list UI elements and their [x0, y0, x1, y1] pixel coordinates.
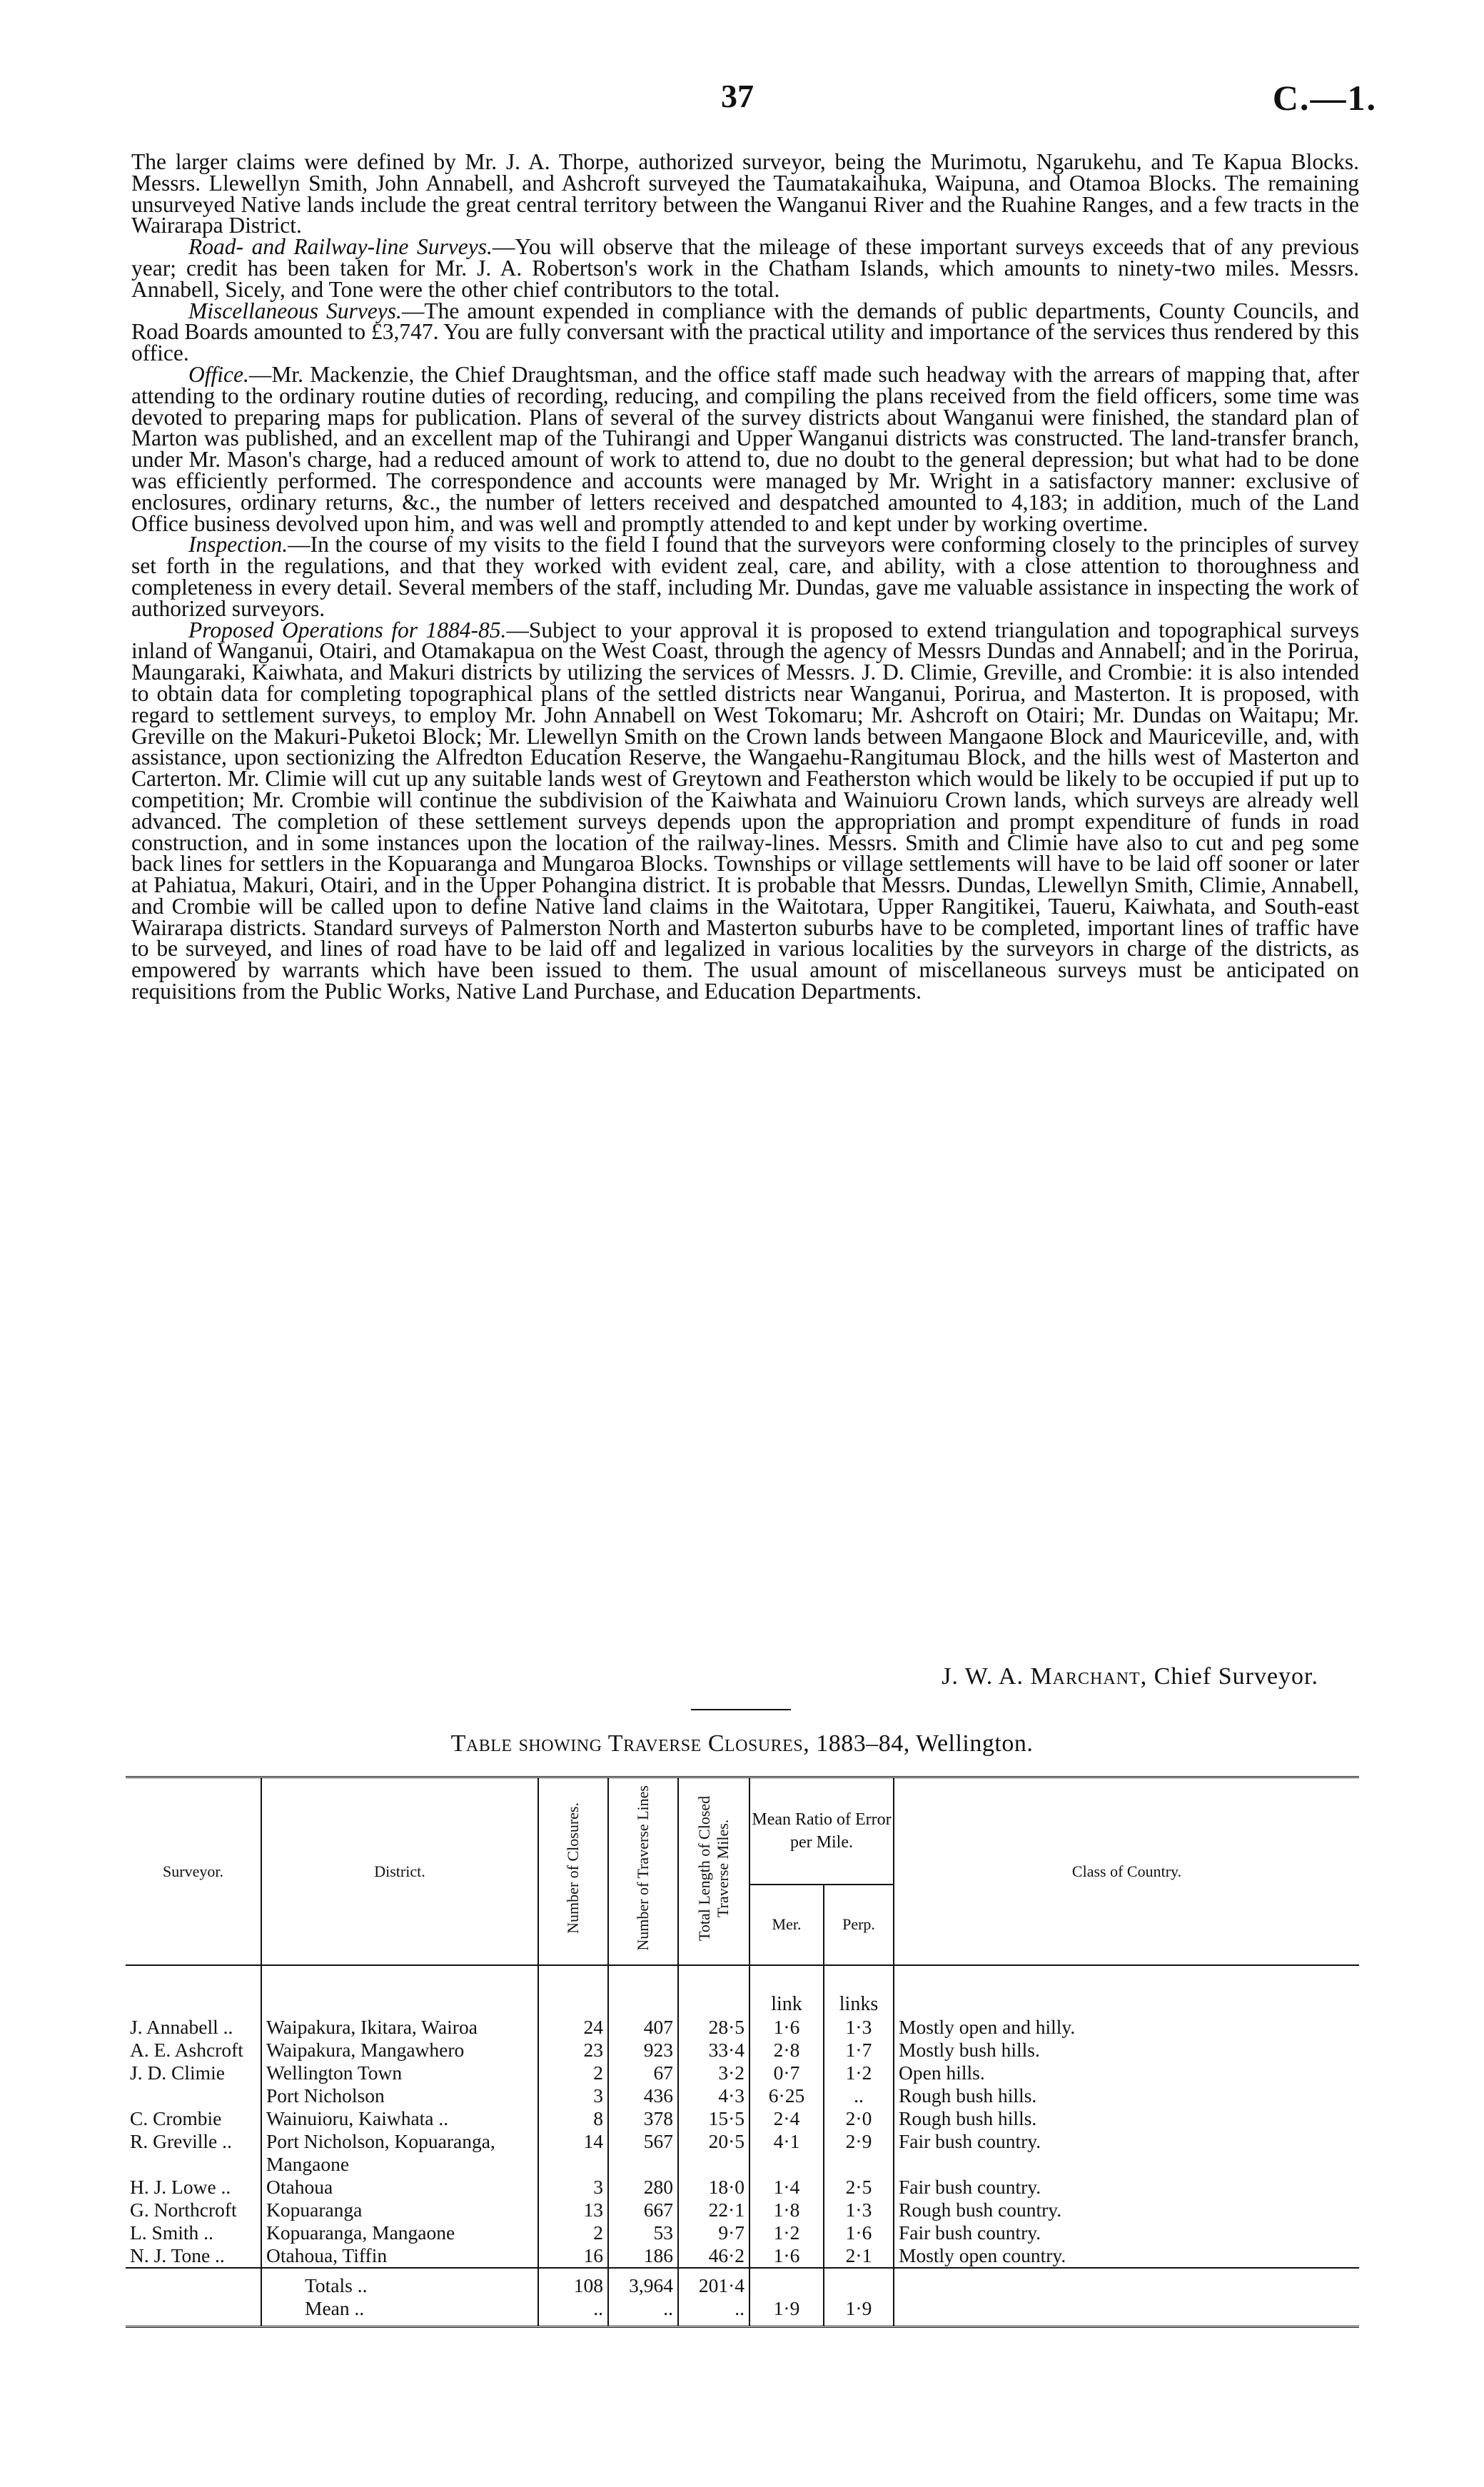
paragraph-text: —In the course of my visits to the field I found that the surveyors were conforming closely to the principles of survey set forth in the regulations, and that they worked with evident zeal, care, and ability, with a close attention to thoroughness and completeness in every detail. Several members of the staff, including Mr. Dundas, gave me valuable assistance in inspecting the work of authorized surveyors. [131, 532, 1359, 621]
header-class-of-country: Class of Country. [894, 1777, 1359, 1966]
signature-title: , Chief Surveyor. [1140, 1663, 1318, 1690]
cell-surveyor: L. Smith .. [130, 2221, 213, 2244]
cell-closures: 2 [538, 2221, 608, 2244]
traverse-closures-table [126, 1776, 1359, 2328]
paragraph-proposed-operations [131, 617, 1359, 1004]
mean-row [126, 2297, 1359, 2327]
cell-surveyor: N. J. Tone .. [130, 2244, 225, 2266]
header-traverse-lines-label: Number of Traverse Lines [634, 1785, 652, 1951]
cell-closures: 8 [538, 2107, 608, 2130]
paragraph-office [131, 361, 1359, 536]
cell-length: 33·4 [678, 2039, 749, 2062]
cell-closures: 14 [538, 2130, 608, 2176]
paragraph-native-claims [131, 151, 1359, 236]
table-row [126, 2176, 1359, 2199]
table-title-suffix: , 1883–84, Wellington. [803, 1730, 1034, 1757]
cell-perp: 2·0 [824, 2107, 894, 2130]
table-row [126, 2016, 1359, 2039]
paragraph-text: —The amount expended in compliance with the demands of public departments, County Councils, and Road Boards amounted to £3,747. You are fully conversant with the practical utility and importance of the services thus rendered by this office. [131, 298, 1359, 366]
cell-lines: 407 [608, 2016, 678, 2039]
mean-label: Mean .. [261, 2297, 538, 2327]
cell-class: Mostly bush hills. [894, 2039, 1359, 2062]
header-closures [538, 1777, 608, 1966]
cell-perp: 1·2 [824, 2062, 894, 2084]
cell-closures: 3 [538, 2176, 608, 2199]
header-surveyor: Surveyor. [126, 1777, 261, 1966]
cell-length: 3·2 [678, 2062, 749, 2084]
paragraph-text: The larger claims were defined by Mr. J. A. Thorpe, authorized surveyor, being the Murimotu, Ngarukehu, and Te Kapua Blocks. Messrs. Llewellyn Smith, John Annabell, and Ashcroft surveyed the Taumatakaihuka, Waipuna, and Otamoa Blocks. The remaining unsurveyed Native lands include the great central territory between the Wanganui River and the Ruahine Ranges, and a few tracts in the Wairarapa District. [131, 149, 1359, 238]
cell-length: 28·5 [678, 2016, 749, 2039]
cell-perp: .. [824, 2084, 894, 2107]
cell-length: 4·3 [678, 2084, 749, 2107]
cell-length: 9·7 [678, 2221, 749, 2244]
table-title-caps: Traverse Closures [607, 1730, 804, 1757]
totals-closures: 108 [538, 2268, 608, 2297]
cell-mer: 6·25 [749, 2084, 824, 2107]
document-reference: C.—1. [1272, 78, 1377, 118]
mean-perp: 1·9 [824, 2297, 894, 2327]
cell-surveyor: J. D. Climie [130, 2062, 225, 2084]
cell-lines: 667 [608, 2199, 678, 2221]
cell-district: Otahoua [261, 2176, 538, 2199]
cell-length: 46·2 [678, 2244, 749, 2268]
table-row [126, 2244, 1359, 2268]
cell-surveyor: H. J. Lowe .. [130, 2176, 231, 2198]
cell-district: Kopuaranga, Mangaone [261, 2221, 538, 2244]
table-row [126, 2199, 1359, 2221]
header-mer: Mer. [749, 1885, 824, 1965]
header-closures-label: Number of Closures. [564, 1802, 582, 1934]
table-body [126, 1965, 1359, 2268]
cell-perp: 2·5 [824, 2176, 894, 2199]
cell-lines: 923 [608, 2039, 678, 2062]
totals-row [126, 2268, 1359, 2297]
cell-mer: 2·4 [749, 2107, 824, 2130]
cell-mer: 1·6 [749, 2016, 824, 2039]
cell-district: Wainuioru, Kaiwhata .. [261, 2107, 538, 2130]
table-title [0, 1730, 1484, 1757]
cell-district: Waipakura, Mangawhero [261, 2039, 538, 2062]
cell-district: Waipakura, Ikitara, Wairoa [261, 2016, 538, 2039]
cell-class: Mostly open and hilly. [894, 2016, 1359, 2039]
table-title-prefix: Table showing [450, 1730, 608, 1757]
cell-surveyor: A. E. Ashcroft [130, 2039, 243, 2061]
table-row [126, 2107, 1359, 2130]
cell-closures: 3 [538, 2084, 608, 2107]
signature-name: J. W. A. Marchant [942, 1663, 1141, 1690]
cell-perp: 1·3 [824, 2199, 894, 2221]
cell-surveyor: R. Greville .. [130, 2130, 232, 2152]
cell-lines: 67 [608, 2062, 678, 2084]
mean-length: .. [678, 2297, 749, 2327]
cell-closures: 16 [538, 2244, 608, 2268]
cell-district: Kopuaranga [261, 2199, 538, 2221]
cell-closures: 23 [538, 2039, 608, 2062]
header-traverse-lines [608, 1777, 678, 1966]
cell-length: 20·5 [678, 2130, 749, 2176]
cell-mer: 1·2 [749, 2221, 824, 2244]
signature [942, 1663, 1318, 1690]
totals-label: Totals .. [261, 2268, 538, 2297]
cell-lines: 186 [608, 2244, 678, 2268]
cell-perp: 1·3 [824, 2016, 894, 2039]
cell-mer: 1·4 [749, 2176, 824, 2199]
cell-class: Fair bush country. [894, 2221, 1359, 2244]
table-row [126, 2130, 1359, 2176]
cell-district: Wellington Town [261, 2062, 538, 2084]
cell-perp: 2·1 [824, 2244, 894, 2268]
cell-length: 18·0 [678, 2176, 749, 2199]
paragraph-text: —You will observe that the mileage of these important surveys exceeds that of any previous year; credit has been taken for Mr. J. A. Robertson's work in the Chatham Islands, which amounts to ninety-two miles. Messrs. Annabell, Sicely, and Tone were the other chief contributors to the total. [131, 234, 1359, 302]
cell-class: Open hills. [894, 2062, 1359, 2084]
header-district: District. [261, 1777, 538, 1966]
cell-surveyor [126, 2084, 261, 2107]
cell-lines: 280 [608, 2176, 678, 2199]
paragraph-inspection [131, 534, 1359, 619]
cell-length: 22·1 [678, 2199, 749, 2221]
paragraph-heading: Proposed Operations for 1884-85. [188, 617, 507, 642]
page-header [0, 77, 1484, 127]
mean-mer: 1·9 [749, 2297, 824, 2327]
table-row [126, 2039, 1359, 2062]
report-body [131, 151, 1359, 1002]
totals-lines: 3,964 [608, 2268, 678, 2297]
cell-closures: 2 [538, 2062, 608, 2084]
cell-closures: 13 [538, 2199, 608, 2221]
totals-length: 201·4 [678, 2268, 749, 2297]
cell-perp: 1·6 [824, 2221, 894, 2244]
cell-class: Rough bush country. [894, 2199, 1359, 2221]
cell-class: Rough bush hills. [894, 2107, 1359, 2130]
paragraph-road-railway [131, 236, 1359, 300]
cell-surveyor: C. Crombie [130, 2107, 222, 2129]
cell-class: Mostly open country. [894, 2244, 1359, 2268]
cell-lines: 436 [608, 2084, 678, 2107]
cell-mer: 2·8 [749, 2039, 824, 2062]
page-number: 37 [721, 78, 754, 114]
cell-lines: 567 [608, 2130, 678, 2176]
units-row [126, 1965, 1359, 2016]
cell-lines: 378 [608, 2107, 678, 2130]
cell-perp: 2·9 [824, 2130, 894, 2176]
cell-lines: 53 [608, 2221, 678, 2244]
section-divider [691, 1709, 791, 1710]
cell-surveyor: G. Northcroft [130, 2199, 237, 2221]
cell-perp: 1·7 [824, 2039, 894, 2062]
mean-lines: .. [608, 2297, 678, 2327]
unit-perp: links [824, 1965, 894, 2016]
cell-district: Port Nicholson, Kopuaranga, Mangaone [261, 2130, 538, 2176]
header-total-length [678, 1777, 749, 1966]
cell-class: Fair bush country. [894, 2130, 1359, 2176]
header-total-length-label: Total Length of Closed Traverse Miles. [695, 1795, 732, 1941]
cell-mer: 4·1 [749, 2130, 824, 2176]
paragraph-heading: Road- and Railway-line Surveys. [188, 234, 493, 260]
unit-mer: link [749, 1965, 824, 2016]
table-row [126, 2221, 1359, 2244]
cell-surveyor: J. Annabell .. [130, 2016, 233, 2038]
paragraph-heading: Office. [188, 361, 249, 387]
cell-closures: 24 [538, 2016, 608, 2039]
cell-mer: 1·8 [749, 2199, 824, 2221]
paragraph-heading: Miscellaneous Surveys. [188, 298, 402, 323]
cell-mer: 1·6 [749, 2244, 824, 2268]
paragraph-miscellaneous [131, 298, 1359, 366]
cell-district: Otahoua, Tiffin [261, 2244, 538, 2268]
cell-class: Fair bush country. [894, 2176, 1359, 2199]
cell-class: Rough bush hills. [894, 2084, 1359, 2107]
table-row [126, 2084, 1359, 2107]
cell-mer: 0·7 [749, 2062, 824, 2084]
table-row [126, 2062, 1359, 2084]
header-perp: Perp. [824, 1885, 894, 1965]
cell-district: Port Nicholson [261, 2084, 538, 2107]
mean-closures: .. [538, 2297, 608, 2327]
paragraph-text: —Subject to your approval it is proposed to extend triangulation and topographical surveys inland of Wanganui, Otairi, and Otamakapua on the West Coast, through the agency of Messrs Dundas and Annabell; and in the Porirua, Maungaraki, Kaiwhata, and Makuri districts by utilizing the services of Messrs. J. D. Climie, Greville, and Crombie: it is also intended to obtain data for completing topographical plans of the settled districts near Wanganui, Porirua, and Masterton. It is proposed, with regard to settlement surveys, to employ Mr. John Annabell on West Tokomaru; Mr. Ashcroft on Otairi; Mr. Dundas on Waitapu; Mr. Greville on the Makuri-Puketoi Block; Mr. Llewellyn Smith on the Crown lands between Mangaone Block and Mauriceville, and, with assistance, upon sectionizing the Alfredton Education Reserve, the Wangaehu-Rangitumau Block, and the hills west of Masterton and Carterton. Mr. Climie will cut up any suitable lands west of Greytown and Featherston which would be likely to be occupied if put up to competition; Mr. Crombie will continue the subdivision of the Kaiwhata and Wainuioru Crown lands, which surveys are already well advanced. The completion of these settlement surveys depends upon the appropriation and prompt expenditure of funds in road construction, and in some instances upon the location of the railway-lines. Messrs. Smith and Climie have also to cut and peg some back lines for settlers in the Kopuaranga and Mungaroa Blocks. Townships or village settlements will have to be laid off sooner or later at Pahiatua, Makuri, Otairi, and in the Upper Pohangina district. It is probable that Messrs. Dundas, Llewellyn Smith, Climie, Annabell, and Crombie will be called upon to define Native land claims in the Waitotara, Upper Rangitikei, Taueru, Kaiwhata, and South-east Wairarapa districts. Standard surveys of Palmerston North and Masterton suburbs have to be completed, important lines of traffic have to be surveyed, and lines of road have to be laid off and legalized in various localities by the surveyors in charge of the districts, as empowered by warrants which have been issued to them. The usual amount of miscellaneous surveys must be anticipated on requisitions from the Public Works, Native Land Purchase, and Education Departments. [131, 617, 1359, 1004]
paragraph-text: —Mr. Mackenzie, the Chief Draughtsman, and the office staff made such headway with the arrears of mapping that, after attending to the ordinary routine duties of recording, reducing, and compiling the plans received from the field officers, some time was devoted to preparing maps for publication. Plans of several of the survey districts about Wanganui were finished, the standard plan of Marton was published, and an excellent map of the Tuhirangi and Upper Wanganui districts was constructed. The land-transfer branch, under Mr. Mason's charge, had a reduced amount of work to attend to, due no doubt to the general depression; but what had to be done was efficiently performed. The correspondence and accounts were managed by Mr. Wright in a satisfactory manner: exclusive of enclosures, ordinary returns, &c., the number of letters received and despatched amounted to 4,183; in addition, much of the Land Office business devolved upon him, and was well and promptly attended to and kept under by working overtime. [131, 361, 1359, 536]
header-mean-ratio: Mean Ratio of Error per Mile. [749, 1777, 894, 1885]
paragraph-heading: Inspection. [188, 532, 288, 558]
cell-length: 15·5 [678, 2107, 749, 2130]
